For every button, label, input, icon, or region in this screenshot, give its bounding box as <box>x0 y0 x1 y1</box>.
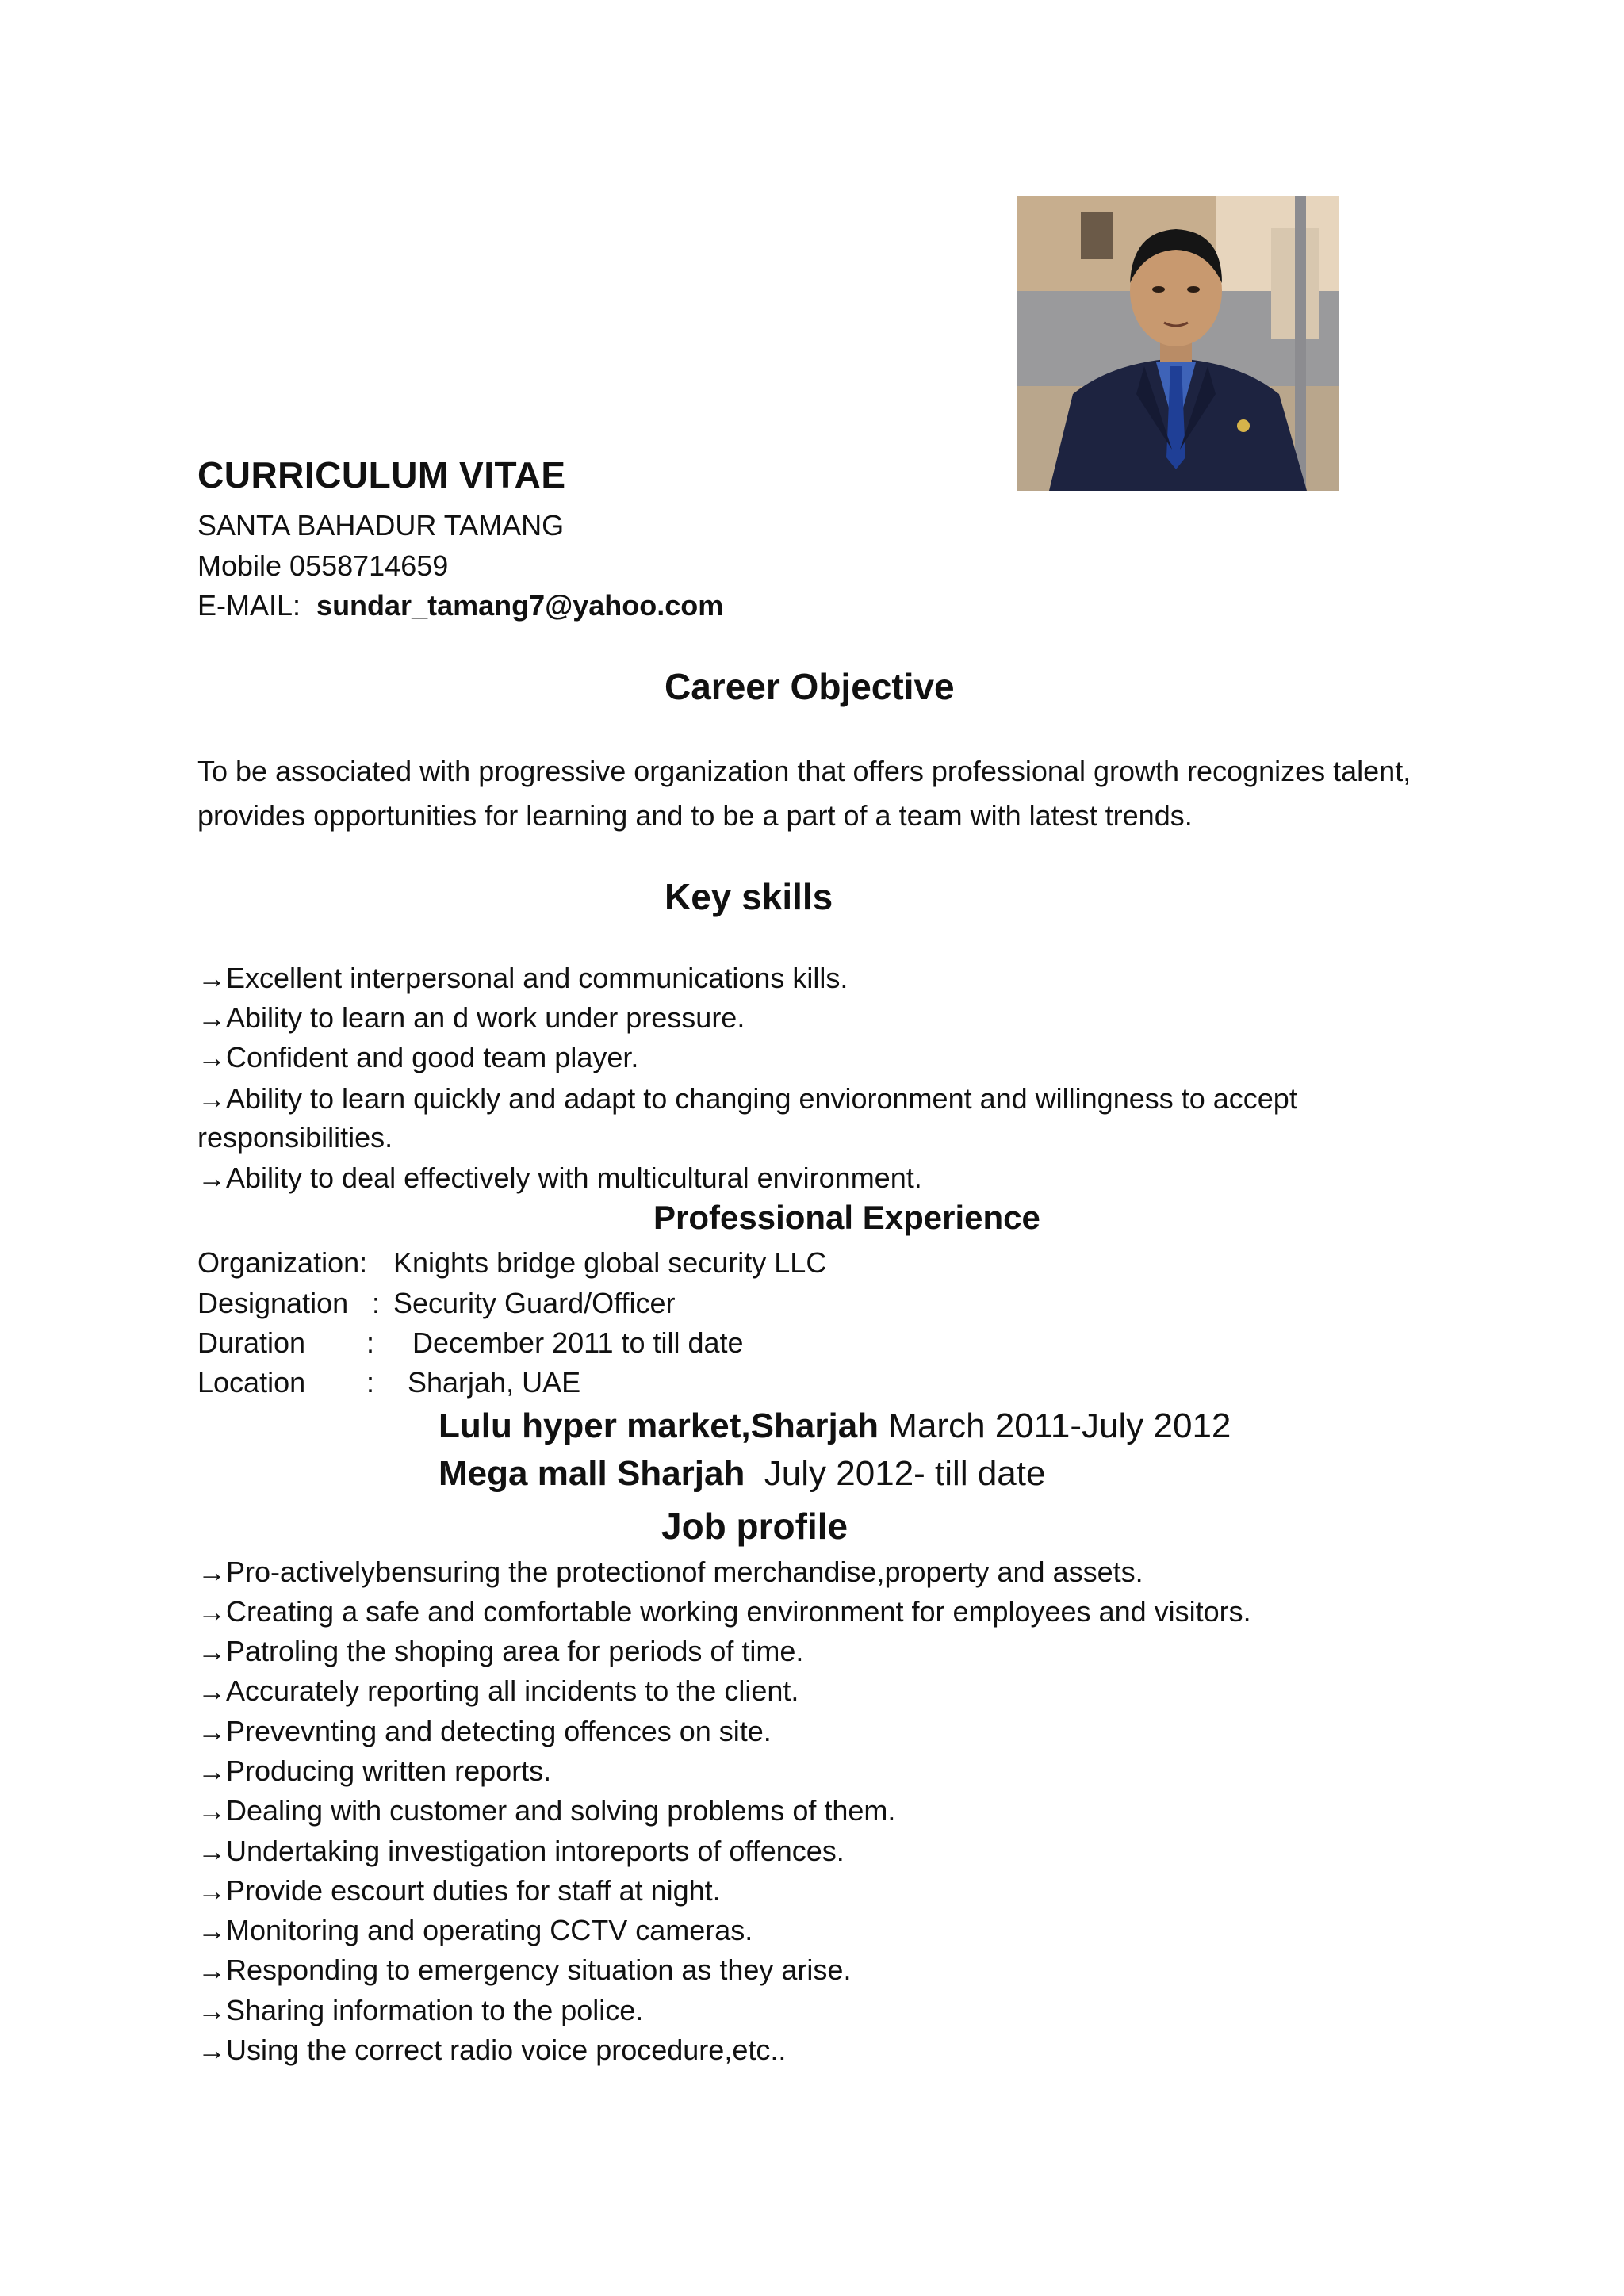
posting-lulu-place: Lulu hyper market,Sharjah <box>439 1406 879 1445</box>
candidate-name: SANTA BAHADUR TAMANG <box>197 509 565 541</box>
posting-lulu <box>439 1406 1231 1446</box>
mobile-number: Mobile 0558714659 <box>197 549 449 582</box>
list-item: →Excellent interpersonal and communications kills. <box>197 962 848 994</box>
location-label: Location <box>197 1366 306 1399</box>
organization-label: Organization: <box>197 1246 368 1279</box>
profile-photo <box>1017 196 1339 491</box>
key-skills-list <box>197 962 1466 1200</box>
list-item: →Accurately reporting all incidents to the client. <box>197 1674 799 1707</box>
list-item: →Dealing with customer and solving problems of them. <box>197 1794 896 1827</box>
location-separator: : <box>366 1366 375 1399</box>
cv-title: CURRICULUM VITAE <box>197 454 566 496</box>
list-item: responsibilities. <box>197 1121 393 1154</box>
duration-separator: : <box>366 1326 375 1359</box>
list-item: →Producing written reports. <box>197 1755 552 1787</box>
job-profile-list <box>197 1556 1466 2095</box>
list-item: →Pro-activelybensuring the protectionof merchandise,property and assets. <box>197 1556 1143 1588</box>
designation-separator: : <box>372 1287 381 1319</box>
list-item: →Patroling the shoping area for periods of time. <box>197 1635 804 1667</box>
experience-heading: Professional Experience <box>653 1199 1040 1236</box>
posting-mega-mall-dates: July 2012- till date <box>745 1454 1046 1493</box>
posting-mega-mall <box>439 1454 1045 1494</box>
duration-value: December 2011 to till date <box>412 1326 744 1359</box>
designation-value: Security Guard/Officer <box>393 1287 676 1319</box>
location-value: Sharjah, UAE <box>408 1366 581 1399</box>
portrait-image <box>1017 196 1339 491</box>
organization-value: Knights bridge global security LLC <box>393 1246 827 1279</box>
list-item: →Sharing information to the police. <box>197 1994 644 2026</box>
email-value: sundar_tamang7@yahoo.com <box>316 589 724 622</box>
duration-label: Duration <box>197 1326 306 1359</box>
career-objective-text: To be associated with progressive organization that offers professional growth recognizes talent, provides opportunities for learning and to be a part of a team with latest trends. <box>197 755 1411 832</box>
list-item: →Ability to learn an d work under pressure. <box>197 1001 745 1034</box>
list-item: →Ability to learn quickly and adapt to changing envioronment and willingness to accept <box>197 1082 1297 1115</box>
list-item: →Ability to deal effectively with multicultural environment. <box>197 1161 922 1194</box>
job-profile-heading: Job profile <box>661 1506 848 1547</box>
email-line <box>197 591 723 620</box>
list-item: →Using the correct radio voice procedure,etc.. <box>197 2034 787 2066</box>
key-skills-heading: Key skills <box>665 876 833 917</box>
list-item: →Provide escourt duties for staff at night. <box>197 1874 721 1907</box>
posting-lulu-dates: March 2011-July 2012 <box>879 1406 1231 1445</box>
list-item: →Creating a safe and comfortable working environment for employees and visitors. <box>197 1595 1251 1628</box>
email-label: E-MAIL: <box>197 589 301 622</box>
posting-mega-mall-place: Mega mall Sharjah <box>439 1454 745 1493</box>
designation-label: Designation <box>197 1287 349 1319</box>
list-item: →Prevevnting and detecting offences on site. <box>197 1715 772 1747</box>
list-item: →Undertaking investigation intoreports of offences. <box>197 1835 845 1867</box>
list-item: →Responding to emergency situation as they arise. <box>197 1954 852 1986</box>
list-item: →Confident and good team player. <box>197 1041 639 1073</box>
career-objective-heading: Career Objective <box>665 666 955 707</box>
list-item: →Monitoring and operating CCTV cameras. <box>197 1914 753 1946</box>
